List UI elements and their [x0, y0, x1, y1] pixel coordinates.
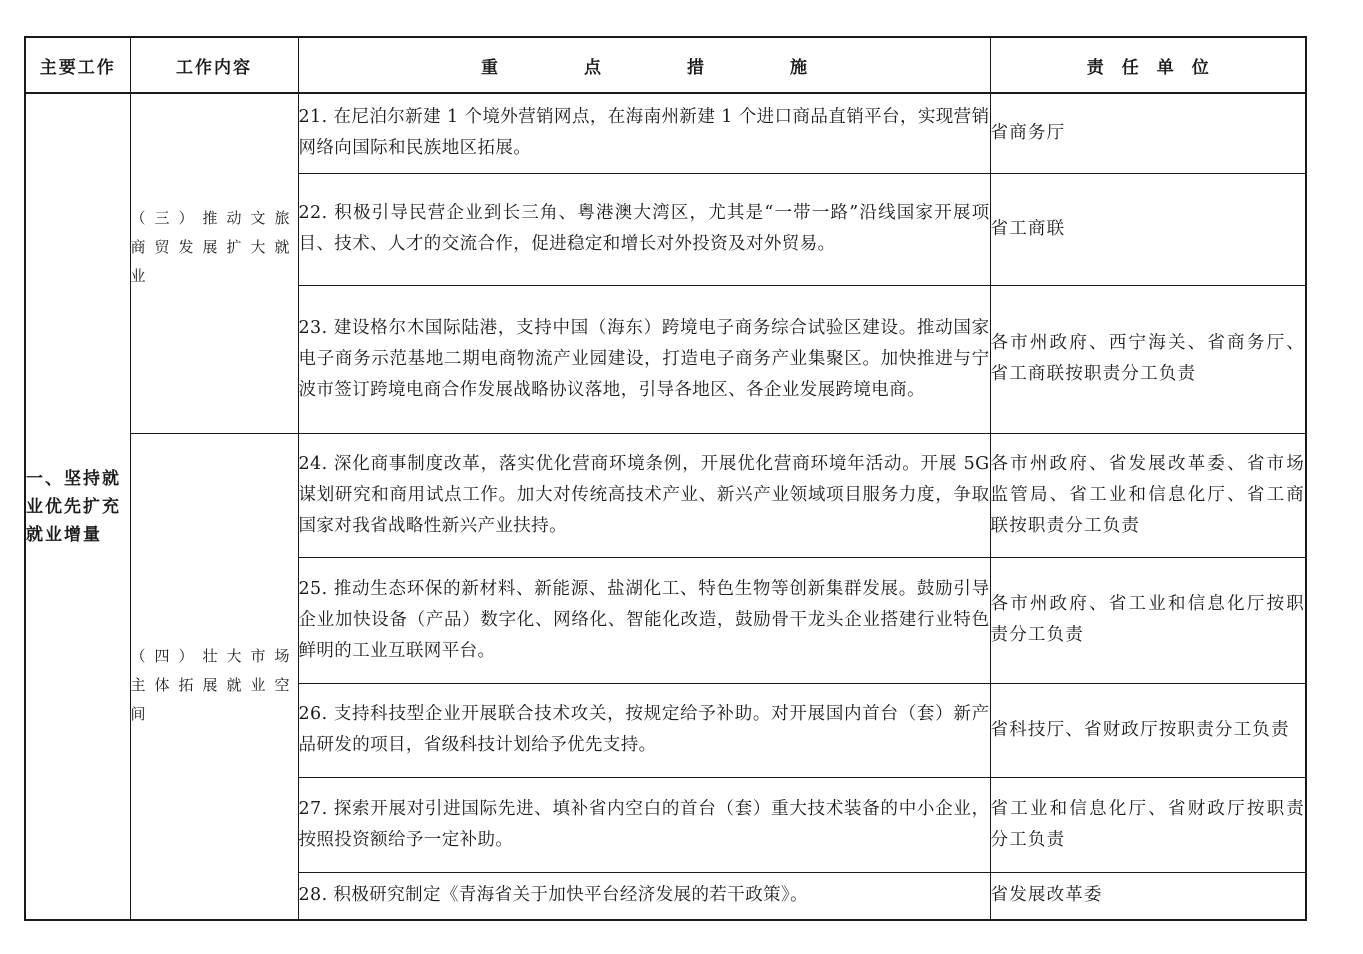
work-content-group-4: （四）壮大市场主体拓展就业空间	[130, 433, 298, 920]
main-work-cell: 一、坚持就业优先扩充就业增量	[25, 93, 130, 920]
unit-25: 各市州政府、省工业和信息化厅按职责分工负责	[990, 557, 1306, 683]
header-row	[25, 37, 1306, 93]
header-responsible-unit: 责任单位	[990, 37, 1306, 93]
unit-26: 省科技厅、省财政厅按职责分工负责	[990, 683, 1306, 777]
measures-table	[24, 36, 1307, 921]
unit-23: 各市州政府、西宁海关、省商务厅、省工商联按职责分工负责	[990, 285, 1306, 433]
table-row	[25, 433, 1306, 557]
measure-23: 23. 建设格尔木国际陆港，支持中国（海东）跨境电子商务综合试验区建设。推动国家电子商务示范基地二期电商物流产业园建设，打造电子商务产业集聚区。加快推进与宁波市签订跨境电商合作发展战略协议落地，引导各地区、各企业发展跨境电商。	[298, 285, 990, 433]
unit-24: 各市州政府、省发展改革委、省市场监管局、省工业和信息化厅、省工商联按职责分工负责	[990, 433, 1306, 557]
unit-27: 省工业和信息化厅、省财政厅按职责分工负责	[990, 777, 1306, 872]
measure-26: 26. 支持科技型企业开展联合技术攻关，按规定给予补助。对开展国内首台（套）新产品研发的项目，省级科技计划给予优先支持。	[298, 683, 990, 777]
header-work-content: 工作内容	[130, 37, 298, 93]
measure-27: 27. 探索开展对引进国际先进、填补省内空白的首台（套）重大技术装备的中小企业，按照投资额给予一定补助。	[298, 777, 990, 872]
measure-22: 22. 积极引导民营企业到长三角、粤港澳大湾区，尤其是“一带一路”沿线国家开展项目、技术、人才的交流合作，促进稳定和增长对外投资及对外贸易。	[298, 173, 990, 285]
measure-24: 24. 深化商事制度改革，落实优化营商环境条例，开展优化营商环境年活动。开展 5G 谋划研究和商用试点工作。加大对传统高技术产业、新兴产业领域项目服务力度，争取国家对我省战略性新兴产业扶持。	[298, 433, 990, 557]
measure-28: 28. 积极研究制定《青海省关于加快平台经济发展的若干政策》。	[298, 872, 990, 920]
unit-21: 省商务厅	[990, 93, 1306, 173]
work-content-group-3: （三）推动文旅商贸发展扩大就业	[130, 93, 298, 433]
table-row	[25, 93, 1306, 173]
unit-22: 省工商联	[990, 173, 1306, 285]
measure-25: 25. 推动生态环保的新材料、新能源、盐湖化工、特色生物等创新集群发展。鼓励引导企业加快设备（产品）数字化、网络化、智能化改造，鼓励骨干龙头企业搭建行业特色鲜明的工业互联网平台。	[298, 557, 990, 683]
unit-28: 省发展改革委	[990, 872, 1306, 920]
measure-21: 21. 在尼泊尔新建 1 个境外营销网点，在海南州新建 1 个进口商品直销平台，实现营销网络向国际和民族地区拓展。	[298, 93, 990, 173]
header-key-measures: 重点措施	[298, 37, 990, 93]
header-main-work: 主要工作	[25, 37, 130, 93]
